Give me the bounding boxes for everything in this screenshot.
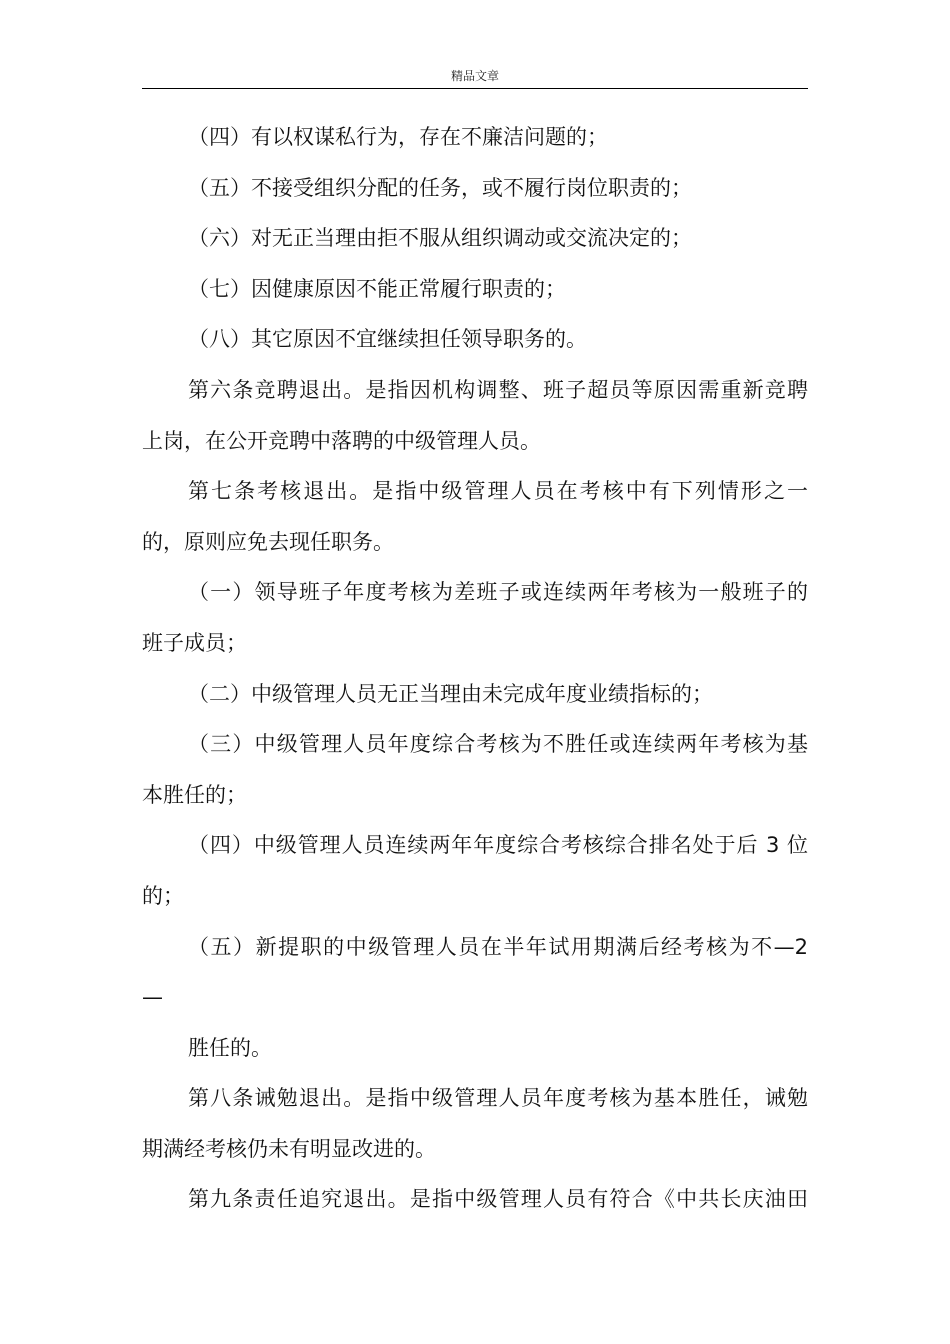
text-line: （七）因健康原因不能正常履行职责的； bbox=[188, 276, 566, 301]
text-line: （四）有以权谋私行为，存在不廉洁问题的； bbox=[188, 125, 608, 149]
page-header: 精品文章 bbox=[450, 69, 499, 83]
text-line: 的； bbox=[142, 883, 184, 908]
text-line: 第七条考核退出。是指中级管理人员在考核中有下列情形之一 bbox=[188, 479, 808, 504]
text-line: 第九条责任追究退出。是指中级管理人员有符合《中共长庆油田 bbox=[188, 1187, 808, 1212]
text-line: （五）新提职的中级管理人员在半年试用期满后经考核为不—2 bbox=[188, 934, 808, 959]
text-line: 第八条诫勉退出。是指中级管理人员年度考核为基本胜任，诫勉 bbox=[188, 1086, 808, 1111]
text-line: （八）其它原因不宜继续担任领导职务的。 bbox=[188, 327, 587, 352]
text-line: 班子成员； bbox=[142, 630, 247, 655]
text-line: 上岗，在公开竞聘中落聘的中级管理人员。 bbox=[142, 428, 541, 453]
text-line: 胜任的。 bbox=[188, 1035, 272, 1060]
text-line: （四）中级管理人员连续两年年度综合考核综合排名处于后 3 位 bbox=[188, 833, 808, 858]
header-rule bbox=[142, 88, 808, 89]
text-line: 期满经考核仍未有明显改进的。 bbox=[142, 1136, 436, 1161]
text-line: （五）不接受组织分配的任务，或不履行岗位职责的； bbox=[188, 175, 692, 200]
text-line: （三）中级管理人员年度综合考核为不胜任或连续两年考核为基 bbox=[188, 732, 808, 757]
text-line: — bbox=[142, 985, 163, 1010]
text-line: （二）中级管理人员无正当理由未完成年度业绩指标的； bbox=[188, 681, 713, 706]
text-line: （一）领导班子年度考核为差班子或连续两年考核为一般班子的 bbox=[188, 580, 808, 605]
text-line: （六）对无正当理由拒不服从组织调动或交流决定的； bbox=[188, 226, 692, 251]
text-line: 的，原则应免去现任职务。 bbox=[142, 529, 394, 554]
text-line: 第六条竞聘退出。是指因机构调整、班子超员等原因需重新竞聘 bbox=[188, 377, 808, 402]
document-body bbox=[142, 112, 808, 1225]
text-line: 本胜任的； bbox=[142, 782, 247, 807]
